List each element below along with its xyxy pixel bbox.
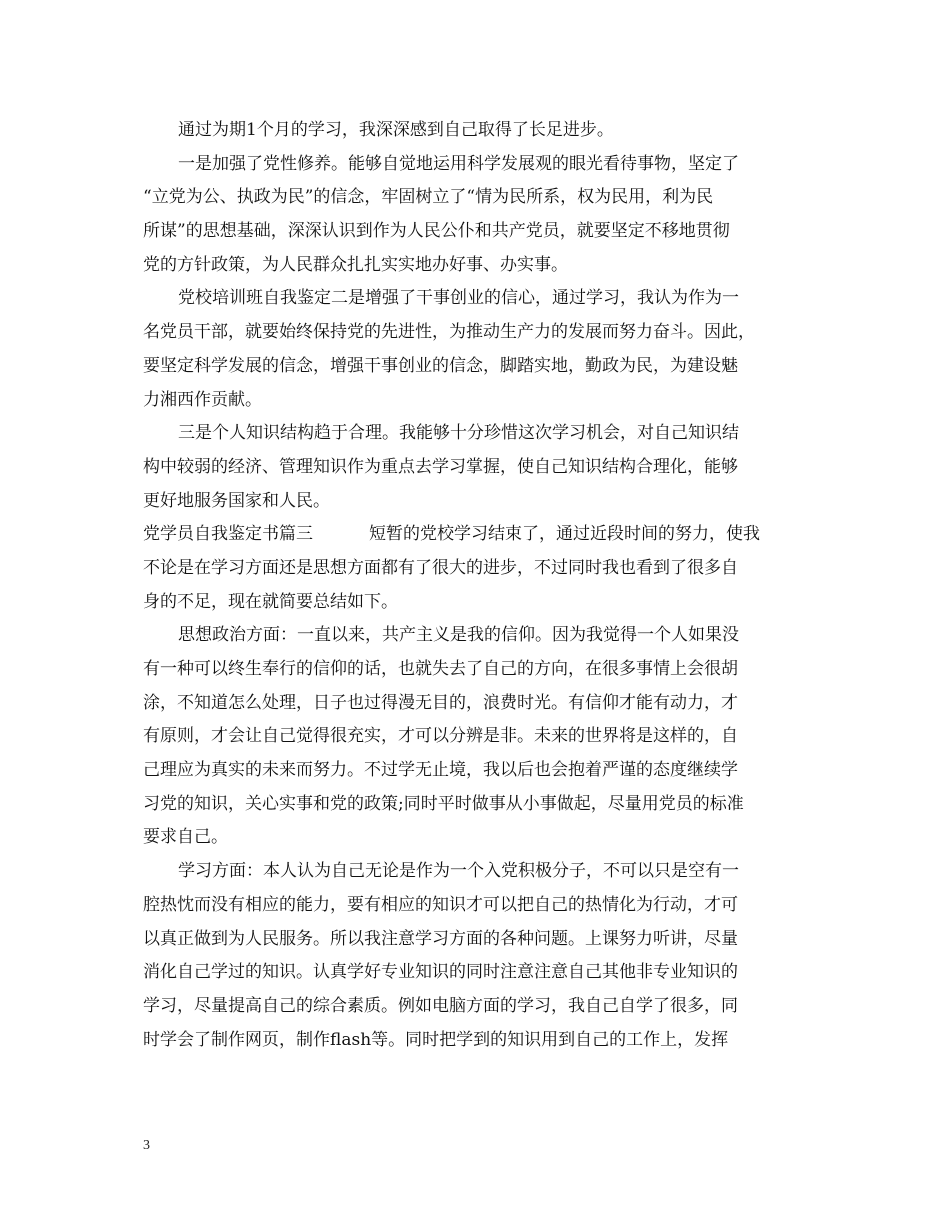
text-line: 身的不足，现在就简要总结如下。 <box>143 591 398 612</box>
section-heading: 党学员自我鉴定书篇三 <box>143 524 313 545</box>
text-line: 三是个人知识结构趋于合理。我能够十分珍惜这次学习机会，对自己知识结 <box>178 423 739 444</box>
text-line: 名党员干部，就要始终保持党的先进性，为推动生产力的发展而努力奋斗。因此， <box>143 322 755 343</box>
paragraph-3 <box>143 282 812 417</box>
paragraph-6 <box>143 619 812 855</box>
paragraph-7 <box>143 855 812 1057</box>
text-line: 习党的知识，关心实事和党的政策;同时平时做事从小事做起，尽量用党员的标准 <box>143 793 744 814</box>
text-line: 己理应为真实的未来而努力。不过学无止境，我以后也会抱着严谨的态度继续学 <box>143 760 738 781</box>
text-line: 学习，尽量提高自己的综合素质。例如电脑方面的学习，我自己自学了很多，同 <box>143 995 738 1016</box>
text-line: 时学会了制作网页，制作flash等。同时把学到的知识用到自己的工作上，发挥 <box>143 1029 729 1050</box>
text-line: 更好地服务国家和人民。 <box>143 490 330 511</box>
text-line: 通过为期1个月的学习，我深深感到自己取得了长足进步。 <box>178 120 614 140</box>
paragraph-1 <box>143 114 812 148</box>
text-line: 学习方面：本人认为自己无论是作为一个入党积极分子，不可以只是空有一 <box>178 861 739 882</box>
text-line: 要坚定科学发展的信念，增强干事创业的信念，脚踏实地，勤政为民，为建设魅 <box>143 355 738 376</box>
text-line: 一是加强了党性修养。能够自觉地运用科学发展观的眼光看待事物，坚定了 <box>178 153 739 174</box>
text-line: 腔热忱而没有相应的能力，要有相应的知识才可以把自己的热情化为行动，才可 <box>143 894 738 915</box>
text-line: 有一种可以终生奉行的信仰的话，也就失去了自己的方向，在很多事情上会很胡 <box>143 659 738 679</box>
text-line: 以真正做到为人民服务。所以我注意学习方面的各种问题。上课努力听讲，尽量 <box>143 928 738 949</box>
text-line: 要求自己。 <box>143 827 228 848</box>
text-line: 思想政治方面：一直以来，共产主义是我的信仰。因为我觉得一个人如果没 <box>178 625 739 646</box>
text-line: 涂，不知道怎么处理，日子也过得漫无目的，浪费时光。有信仰才能有动力，才 <box>143 692 738 713</box>
text-line: 构中较弱的经济、管理知识作为重点去学习掌握，使自己知识结构合理化，能够 <box>143 456 738 477</box>
text-line: 所谋”的思想基础，深深认识到作为人民公仆和共产党员，就要坚定不移地贯彻 <box>143 221 730 242</box>
text-line: 力湘西作贡献。 <box>143 389 262 410</box>
text-line-continuation: 短暂的党校学习结束了，通过近段时间的努力，使我 <box>369 524 760 545</box>
page-number: 3 <box>143 1138 150 1153</box>
text-line: “立党为公、执政为民”的信念，牢固树立了“情为民所系，权为民用，利为民 <box>143 187 714 208</box>
paragraph-4 <box>143 417 812 518</box>
paragraph-5 <box>143 518 812 619</box>
text-line: 党的方针政策，为人民群众扎扎实实地办好事、办实事。 <box>143 254 568 275</box>
text-line: 党校培训班自我鉴定二是增强了干事创业的信心，通过学习，我认为作为一 <box>178 288 739 309</box>
text-line: 不论是在学习方面还是思想方面都有了很大的进步，不过同时我也看到了很多自 <box>143 557 738 578</box>
paragraph-2 <box>143 148 812 283</box>
text-line: 消化自己学过的知识。认真学好专业知识的同时注意注意自己其他非专业知识的 <box>143 962 738 983</box>
document-body <box>143 114 812 1057</box>
text-line <box>143 518 812 552</box>
text-line: 有原则，才会让自己觉得很充实，才可以分辨是非。未来的世界将是这样的，自 <box>143 726 738 747</box>
